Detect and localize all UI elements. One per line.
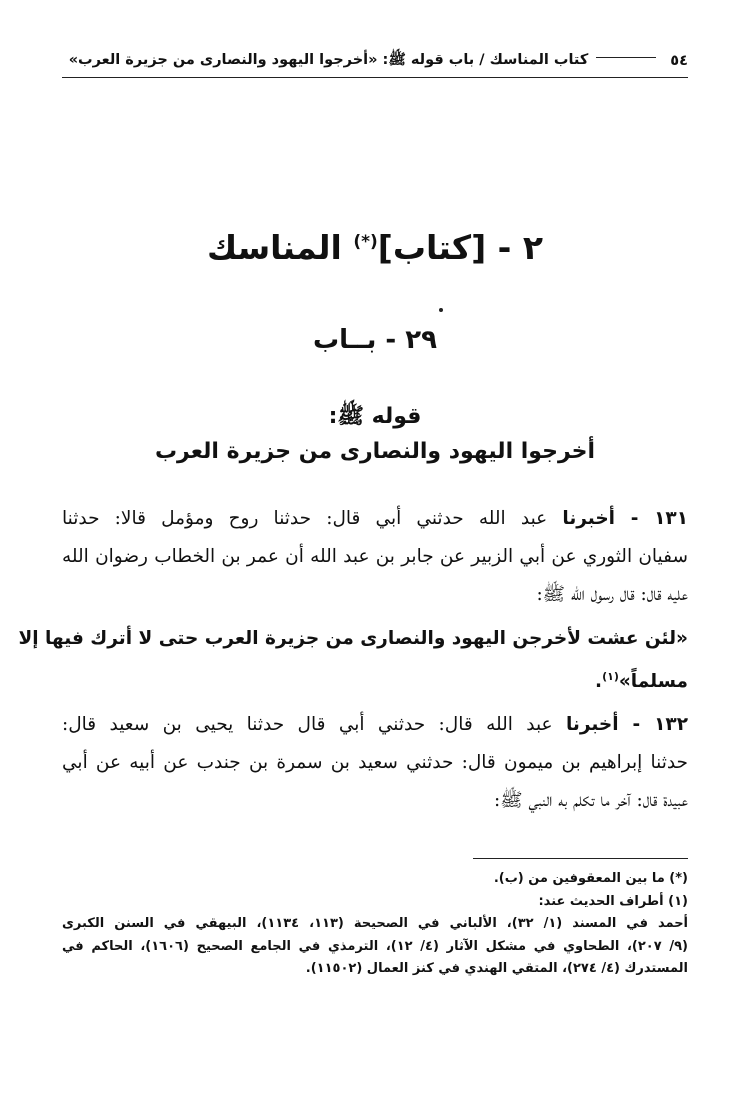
page-number: ٥٤ — [670, 53, 688, 69]
footnote-rule — [473, 858, 688, 859]
footnote-1-line-1: أحمد في المسند (١/ ٣٢)، الألباني في الصحيحة (١١٣، ١١٣٤)، البيهقي في السنن الكبرى — [62, 916, 689, 931]
footnotes — [62, 868, 688, 981]
quote-end: . — [595, 671, 603, 693]
chapter-title — [0, 228, 750, 267]
footnote-star: (*) ما بين المعقوفين من (ب). — [493, 871, 688, 886]
stray-dot — [439, 308, 443, 312]
hadith-132-line-1 — [62, 706, 688, 744]
header-title: كتاب المناسك / باب قوله ﷺ: «أخرجوا اليهود والنصارى من جزيرة العرب» — [68, 51, 589, 68]
hadith-131 — [62, 500, 688, 614]
section-heading: ٢٩ - بــاب — [312, 325, 438, 355]
hadith-132-line-2: حدثنا إبراهيم بن ميمون قال: حدثني سعيد بن سمرة بن جندب عن أبيه عن أبي — [62, 752, 688, 773]
hadith-132 — [62, 706, 688, 820]
running-header — [62, 48, 688, 78]
quote-line-2-text: مسلماً» — [618, 671, 688, 693]
footnote-1-title: (١) أطراف الحديث عند: — [538, 893, 688, 909]
hadith-132-number: ١٣٢ - أخبرنا — [565, 714, 688, 735]
hadith-131-quote — [18, 620, 688, 701]
header-dash — [596, 57, 656, 58]
section-subtitle: أخرجوا اليهود والنصارى من جزيرة العرب — [154, 439, 596, 464]
quote-line-2 — [62, 658, 688, 701]
chapter-title-end: المناسك — [206, 228, 342, 267]
hadith-131-number: ١٣١ - أخبرنا — [562, 508, 688, 529]
section-qawl: قوله ﷺ: — [328, 404, 422, 429]
quote-line-1: «لئن عشت لأخرجن اليهود والنصارى من جزيرة العرب حتى لا أترك فيها إلا — [18, 628, 688, 649]
footnote-1-line-2: (٩/ ٢٠٧)، الطحاوي في مشكل الآثار (٤/ ١٢)، الترمذي في الجامع الصحيح (١٦٠٦)، الحاكم في — [62, 938, 688, 954]
hadith-131-text-1: عبد الله حدثني أبي قال: حدثنا روح ومؤمل قالا: حدثنا — [62, 508, 548, 529]
chapter-marker: (*) — [353, 232, 378, 252]
hadith-131-line-1 — [62, 500, 688, 538]
footnote-ref-1: (١) — [602, 670, 619, 683]
footnote-1-line-3: المستدرك (٤/ ٢٧٤)، المتقي الهندي في كنز العمال (١١٥٠٢). — [305, 961, 688, 976]
chapter-title-start: ٢ - [كتاب] — [377, 228, 544, 267]
hadith-132-text-1: عبد الله قال: حدثني أبي قال حدثنا يحيى بن سعيد قال: — [62, 714, 553, 735]
hadith-131-line-3: عليه قال: قال رسول الله ﷺ: — [536, 584, 688, 605]
hadith-132-line-3: عبيدة قال: آخر ما تكلم به النبي ﷺ: — [494, 790, 688, 811]
hadith-131-line-2: سفيان الثوري عن أبي الزبير عن جابر بن عبد الله أن عمر بن الخطاب رضوان الله — [62, 546, 688, 567]
